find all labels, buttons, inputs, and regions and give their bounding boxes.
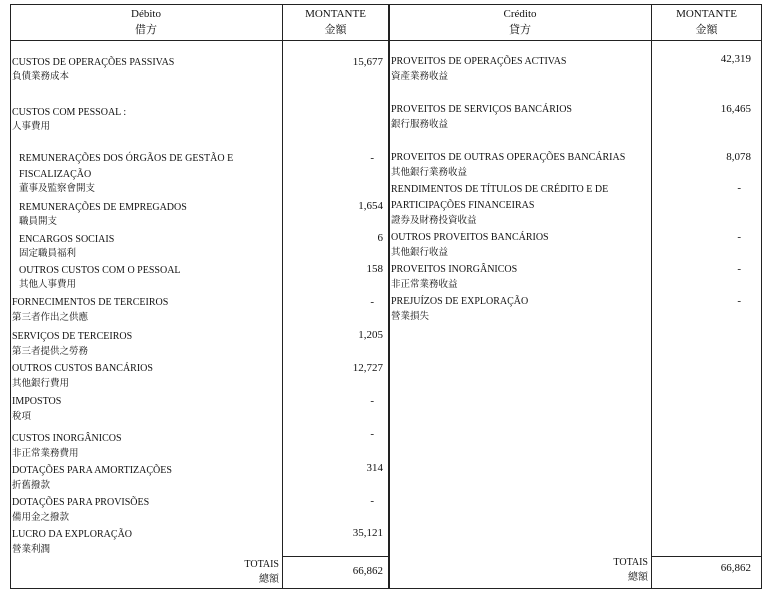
credit-row-label: PROVEITOS DE SERVIÇOS BANCÁRIOS (391, 104, 572, 115)
debit-row-label: REMUNERAÇÕES DOS ÓRGÃOS DE GESTÃO E (19, 153, 234, 164)
credit-row-label-zh: 其他銀行業務收益 (391, 167, 468, 178)
credit-row-label: RENDIMENTOS DE TÍTULOS DE CRÉDITO E DE (391, 184, 609, 195)
credit-row-value: 16,465 (720, 103, 751, 115)
debit-row-value: - (370, 428, 374, 440)
debit-amount-header (282, 7, 389, 37)
debit-row-value: 1,205 (358, 329, 383, 341)
debit-amount-divider (282, 4, 283, 589)
credit-row-label: PROVEITOS DE OUTRAS OPERAÇÕES BANCÁRIAS (391, 152, 626, 163)
debit-row-label-zh: 第三者作出之供應 (12, 312, 89, 323)
debit-header-zh: 借方 (135, 23, 157, 36)
debit-row-label: DOTAÇÕES PARA AMORTIZAÇÕES (12, 465, 172, 476)
credit-row-label-zh: 證券及財務投資收益 (391, 215, 477, 226)
debit-row-value: - (370, 395, 374, 407)
debit-row-value: 314 (366, 462, 383, 474)
debit-total-label-zh: 總額 (259, 574, 279, 585)
credit-amount-header-zh: 金額 (695, 23, 718, 36)
debit-row-value: 1,654 (358, 200, 383, 212)
debit-row-label: LUCRO DA EXPLORAÇÃO (12, 529, 133, 540)
credit-row-value: - (737, 182, 741, 194)
debit-amount-header-pt: MONTANTE (305, 8, 366, 20)
credit-row-value: 8,078 (726, 151, 751, 163)
credit-row-value: - (737, 295, 741, 307)
debit-row-value: - (370, 296, 374, 308)
credit-row-label-zh: 資產業務收益 (391, 71, 449, 82)
debit-row-label-zh: 職員開支 (19, 216, 58, 227)
credit-header-pt: Crédito (503, 8, 537, 20)
credit-amount-header (651, 7, 762, 37)
credit-row-label-zh: 營業損失 (391, 311, 430, 322)
debit-row-value: - (370, 152, 374, 164)
debit-row-label-zh: 人事費用 (12, 121, 51, 132)
debit-row-label: ENCARGOS SOCIAIS (19, 234, 115, 245)
debit-header (10, 7, 282, 37)
credit-total-value: 66,862 (720, 562, 751, 574)
credit-header-zh: 貸方 (509, 23, 531, 36)
debit-row-label: OUTROS CUSTOS COM O PESSOAL (19, 265, 181, 276)
debit-row-value: 15,677 (352, 56, 383, 68)
credit-row-label-zh: 銀行服務收益 (391, 119, 449, 130)
debit-row-label-zh: 備用金之撥款 (12, 512, 70, 523)
debit-row-label-zh: 負債業務成本 (12, 71, 70, 82)
credit-amount-header-pt: MONTANTE (676, 8, 737, 20)
credit-row-label: PREJUÍZOS DE EXPLORAÇÃO (391, 296, 529, 307)
debit-row-label-zh: 其他人事費用 (19, 279, 77, 290)
credit-header (389, 7, 651, 37)
credit-row-label-line2: PARTICIPAÇÕES FINANCEIRAS (391, 200, 535, 211)
debit-row-label: CUSTOS INORGÂNICOS (12, 433, 122, 444)
credit-row-label: PROVEITOS DE OPERAÇÕES ACTIVAS (391, 56, 567, 67)
debit-row-label-zh: 營業利潤 (12, 544, 51, 555)
debit-row-label-zh: 其他銀行費用 (12, 378, 70, 389)
debit-row-value: 6 (377, 232, 383, 244)
credit-row-value: 42,319 (720, 53, 751, 65)
debit-row-value: - (370, 495, 374, 507)
debit-total-value: 66,862 (352, 565, 383, 577)
debit-row-label: FORNECIMENTOS DE TERCEIROS (12, 297, 169, 308)
debit-row-label: CUSTOS COM PESSOAL : (12, 107, 127, 118)
debit-row-label-zh: 固定職員福利 (19, 248, 77, 259)
credit-row-label-zh: 其他銀行收益 (391, 247, 449, 258)
credit-amount-divider (651, 4, 652, 589)
debit-row-label: OUTROS CUSTOS BANCÁRIOS (12, 363, 153, 374)
credit-total-label: TOTAIS (613, 557, 648, 568)
debit-amount-header-zh: 金額 (324, 23, 347, 36)
debit-row-label-zh: 非正常業務費用 (12, 448, 79, 459)
debit-row-label-zh: 董事及監察會開支 (19, 183, 96, 194)
debit-total-label: TOTAIS (244, 559, 279, 570)
credit-row-value: - (737, 231, 741, 243)
debit-row-value: 12,727 (352, 362, 383, 374)
debit-row-label-line2: FISCALIZAÇÃO (19, 169, 92, 180)
credit-row-label: PROVEITOS INORGÂNICOS (391, 264, 518, 275)
debit-row-label: IMPOSTOS (12, 396, 62, 407)
debit-row-value: 158 (366, 263, 383, 275)
debit-row-label: SERVIÇOS DE TERCEIROS (12, 331, 133, 342)
debit-row-label: REMUNERAÇÕES DE EMPREGADOS (19, 202, 187, 213)
debit-row-value: 35,121 (352, 527, 383, 539)
debit-row-label: DOTAÇÕES PARA PROVISÕES (12, 497, 150, 508)
credit-row-value: - (737, 263, 741, 275)
credit-row-label-zh: 非正常業務收益 (391, 279, 458, 290)
debit-row-label-zh: 第三者提供之勞務 (12, 346, 89, 357)
debit-row-label-zh: 稅項 (12, 411, 32, 422)
debit-header-pt: Débito (131, 8, 161, 20)
debit-row-label: CUSTOS DE OPERAÇÕES PASSIVAS (12, 57, 175, 68)
header-divider (10, 40, 762, 41)
debit-row-label-zh: 折舊撥款 (12, 480, 51, 491)
credit-total-label-zh: 總額 (628, 572, 648, 583)
credit-row-label: OUTROS PROVEITOS BANCÁRIOS (391, 232, 549, 243)
